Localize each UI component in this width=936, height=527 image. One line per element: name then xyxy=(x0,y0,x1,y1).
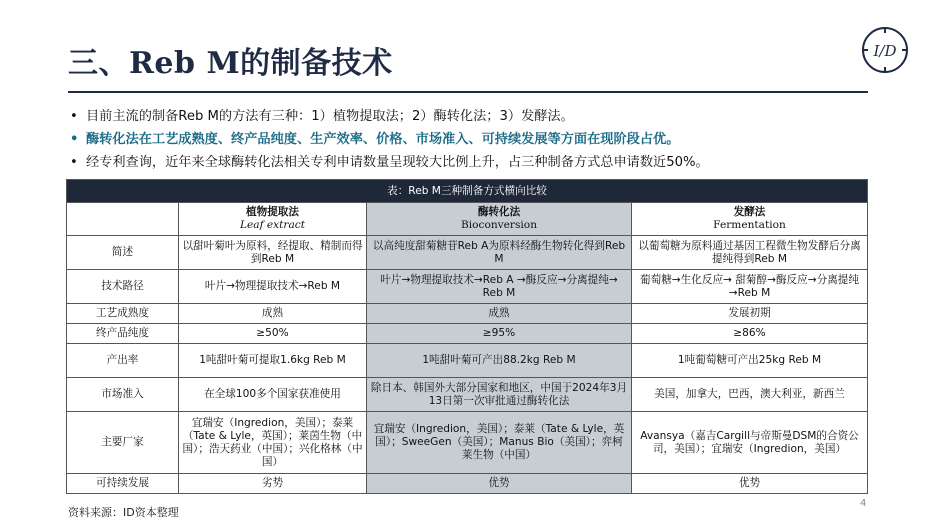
table-row xyxy=(67,412,868,474)
table-row xyxy=(67,270,868,304)
table-cell: ≥50% xyxy=(179,324,367,344)
table-cell: 1吨葡萄糖可产出25kg Reb M xyxy=(632,344,868,378)
header-en: Bioconversion xyxy=(460,219,538,231)
table-cell: 以葡萄糖为原料通过基因工程微生物发酵后分离提纯得到Reb M xyxy=(632,236,868,270)
table-cell: 优势 xyxy=(632,474,868,494)
table-cell: 1吨甜叶菊可提取1.6kg Reb M xyxy=(179,344,367,378)
table-cell: ≥86% xyxy=(632,324,868,344)
source-note: 资料来源：ID资本整理 xyxy=(68,506,179,519)
table-cell: 1吨甜叶菊可产出88.2kg Reb M xyxy=(367,344,632,378)
row-label: 市场准入 xyxy=(67,378,179,412)
table-cell: 优势 xyxy=(367,474,632,494)
table-cell: 叶片→物理提取技术→Reb M xyxy=(179,270,367,304)
table-cell: 葡萄糖→生化反应→ 甜菊醇→酶反应→分离提纯→Reb M xyxy=(632,270,868,304)
table-cell: 成熟 xyxy=(367,304,632,324)
table-header-row xyxy=(67,203,868,236)
bullet-list xyxy=(68,105,888,174)
table-row xyxy=(67,324,868,344)
row-label: 产出率 xyxy=(67,344,179,378)
table-cell: 宜瑞安（Ingredion，美国）；泰莱（Tate & Lyle，英国）；莱茵生物（中国）；浩天药业（中国）；兴化格林（中国） xyxy=(179,412,367,474)
bullet-item: • 经专利查询，近年来全球酶转化法相关专利申请数量呈现较大比例上升，占三种制备方式总申请数近50%。 xyxy=(68,151,888,174)
row-label: 技术路径 xyxy=(67,270,179,304)
table-cell: 以高纯度甜菊糖苷Reb A为原料经酶生物转化得到Reb M xyxy=(367,236,632,270)
bullet-item: • 目前主流的制备Reb M的方法有三种：1）植物提取法；2）酶转化法；3）发酵法。 xyxy=(68,105,888,128)
header-en: Fermentation xyxy=(713,219,786,231)
logo xyxy=(860,25,910,75)
table-row xyxy=(67,236,868,270)
header-bioconversion xyxy=(367,203,632,236)
header-zh: 植物提取法 xyxy=(246,206,299,218)
table-cell: 成熟 xyxy=(179,304,367,324)
row-label: 工艺成熟度 xyxy=(67,304,179,324)
table-cell: 叶片→物理提取技术→Reb A →酶反应→分离提纯→ Reb M xyxy=(367,270,632,304)
row-label: 主要厂家 xyxy=(67,412,179,474)
header-leaf-extract xyxy=(179,203,367,236)
table-row xyxy=(67,474,868,494)
page-title: 三、Reb M的制备技术 xyxy=(68,46,393,81)
page-number: 4 xyxy=(860,498,867,509)
table-row xyxy=(67,304,868,324)
header-en: Leaf extract xyxy=(240,219,305,231)
comparison-table xyxy=(66,179,868,494)
table-cell: Avansya（嘉吉Cargill与帝斯曼DSM的合资公司，美国）；宜瑞安（Ingredion，美国） xyxy=(632,412,868,474)
table-row xyxy=(67,378,868,412)
table-cell: 发展初期 xyxy=(632,304,868,324)
bullet-item-highlight: • 酶转化法在工艺成熟度、终产品纯度、生产效率、价格、市场准入、可持续发展等方面在现阶段占优。 xyxy=(68,128,888,151)
row-label: 可持续发展 xyxy=(67,474,179,494)
table-cell: 除日本、韩国外大部分国家和地区，中国于2024年3月13日第一次审批通过酶转化法 xyxy=(367,378,632,412)
header-fermentation xyxy=(632,203,868,236)
header-zh: 酶转化法 xyxy=(477,206,521,218)
title-divider xyxy=(68,91,868,93)
header-empty xyxy=(67,203,179,236)
table-cell: 美国，加拿大，巴西，澳大利亚，新西兰 xyxy=(632,378,868,412)
table-cell: ≥95% xyxy=(367,324,632,344)
header-zh: 发酵法 xyxy=(733,206,766,218)
logo-icon xyxy=(860,25,910,75)
table-row xyxy=(67,344,868,378)
row-label: 简述 xyxy=(67,236,179,270)
table-cell: 劣势 xyxy=(179,474,367,494)
table-cell: 宜瑞安（Ingredion，美国）；泰莱（Tate & Lyle，英国）；SweeGen（美国）；Manus Bio（美国）；弈柯莱生物（中国） xyxy=(367,412,632,474)
row-label: 终产品纯度 xyxy=(67,324,179,344)
logo-text: I/D xyxy=(873,42,897,60)
table-caption: 表：Reb M三种制备方式横向比较 xyxy=(67,180,868,203)
table-cell: 以甜叶菊叶为原料，经提取、精制而得到Reb M xyxy=(179,236,367,270)
table-cell: 在全球100多个国家获准使用 xyxy=(179,378,367,412)
